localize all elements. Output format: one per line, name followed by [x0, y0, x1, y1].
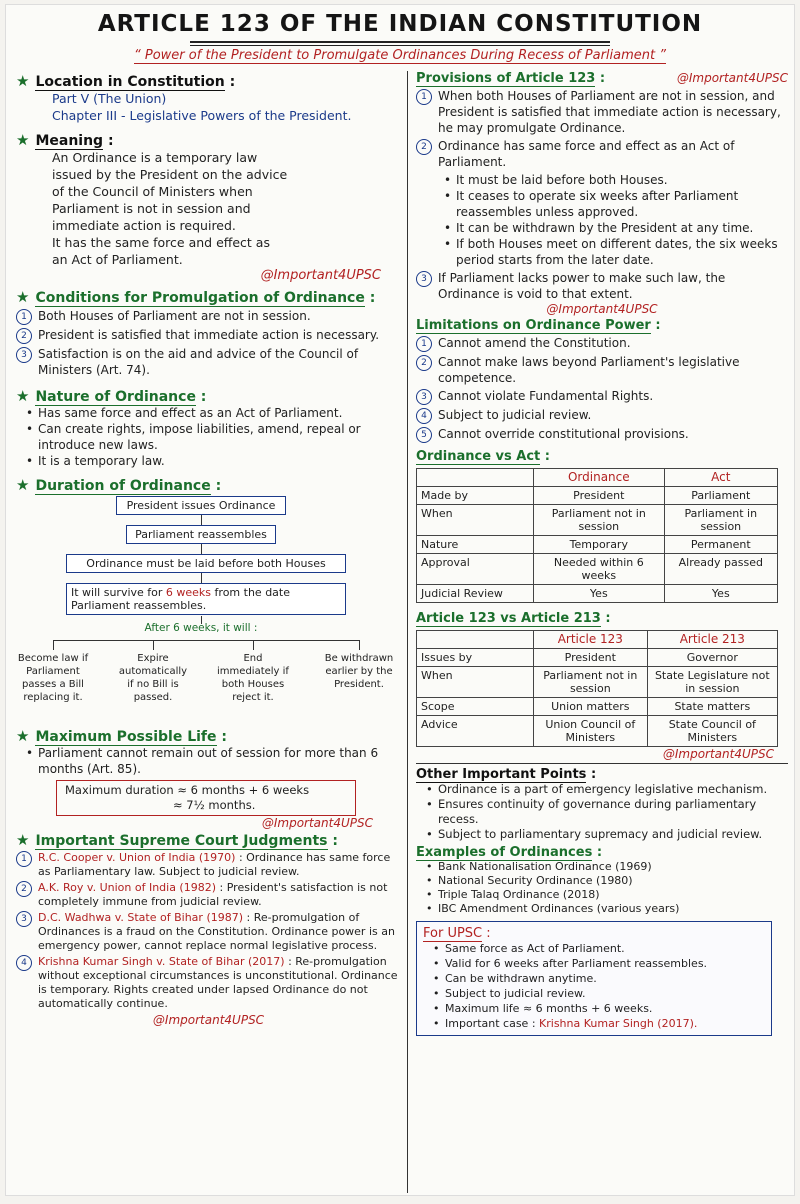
maxlife-heading: Maximum Possible Life [35, 729, 217, 745]
for-upsc-heading: For UPSC [423, 926, 483, 941]
article-comparison-table [416, 630, 778, 747]
watermark-text: @Important4UPSC [152, 1013, 265, 1027]
maxlife-box: Maximum duration ≈ 6 months + 6 weeks ≈ 7½ months. [56, 780, 356, 816]
flow-outcome: End immediately if both Houses reject it. [217, 653, 289, 703]
judgment-item: 3 D.C. Wadhwa v. State of Bihar (1987) : Re-promulgation of Ordinances is a fraud on the Constitution. Ordinance power is an emergency power, cannot replace normal legislative process. [16, 911, 401, 953]
location-line: Chapter III - Legislative Powers of the President. [52, 108, 352, 123]
meaning-line: immediate action is required. [52, 218, 236, 233]
ord-vs-act-heading: Ordinance vs Act [416, 449, 541, 464]
table-row: Scope Union matters State matters [417, 698, 778, 716]
list-item: 1 When both Houses of Parliament are not in session, and President is satisfied that immediate action is necessary, he may promulgate Ordinance. [416, 88, 788, 136]
list-item: • It ceases to operate six weeks after Parliament reassembles unless approved. [456, 188, 788, 220]
flow-branch-line [53, 640, 359, 641]
meaning-line: An Ordinance is a temporary law [52, 150, 258, 165]
star-icon: ★ [16, 387, 30, 405]
table-header-row: Ordinance Act [417, 469, 778, 487]
star-icon: ★ [16, 727, 30, 745]
table-row: Approval Needed within 6 weeks Already passed [417, 554, 778, 585]
flow-arrow [359, 640, 360, 650]
judgment-item: 2 A.K. Roy v. Union of India (1982) : President's satisfaction is not completely immune from judicial review. [16, 881, 401, 909]
article-comparison-section: Article 123 vs Article 213 : Article 123 Article 213 Issues by President Governor When Parliament not in session State Legislature not in session Scope Union matters State matters Advice Union Council of Ministers State Council of Ministers @Important4UPSC [416, 611, 788, 761]
list-item: • Same force as Act of Parliament. [445, 941, 765, 956]
watermark-text: @Important4UPSC [676, 71, 788, 85]
conditions-heading: Conditions for Promulgation of Ordinance [35, 290, 365, 306]
flow-step: President issues Ordinance [116, 496, 286, 515]
duration-flowchart [16, 494, 401, 734]
list-item: 3 If Parliament lacks power to make such law, the Ordinance is void to that extent. [416, 270, 788, 302]
examples-heading: Examples of Ordinances [416, 845, 593, 860]
provisions-section: Provisions of Article 123 : @Important4UPSC 1 When both Houses of Parliament are not in session, and President is satisfied that immediate action is necessary, he may promulgate Ordinance. 2 Ordinance has same force and effect as an Act of Parliament. • It must be laid before both Houses. • It ceases to operate six weeks after Parliament reassembles unless approved. • It can be withdrawn by the President at any time. • If both Houses meet on different dates, the six weeks period starts from the later date. 3 If Parliament lacks power to make such law, the Ordinance is void to that extent. @Important4UPSC [416, 71, 788, 316]
page-subtitle: “ Power of the President to Promulgate Ordinances During Recess of Parliament ” [134, 48, 666, 63]
list-item: 2 Cannot make laws beyond Parliament's legislative competence. [416, 354, 788, 386]
list-item: • It can be withdrawn by the President at any time. [456, 220, 788, 236]
star-icon: ★ [16, 831, 30, 849]
flow-arrow [201, 544, 202, 554]
table-row: Advice Union Council of Ministers State Council of Ministers [417, 716, 778, 747]
judgments-heading: Important Supreme Court Judgments [35, 833, 328, 849]
other-heading: Other Important Points [416, 767, 587, 782]
list-item: • Bank Nationalisation Ordinance (1969) [438, 860, 788, 874]
table-row: Judicial Review Yes Yes [417, 585, 778, 603]
list-item: • Has same force and effect as an Act of Parliament. [38, 405, 401, 421]
nature-section: ★ Nature of Ordinance : • Has same force and effect as an Act of Parliament. • Can create rights, impose liabilities, amend, repeal or introduce new laws. • It is a temporary law. [16, 386, 401, 469]
location-heading: Location in Constitution [35, 74, 225, 90]
table-row: When Parliament not in session State Legislature not in session [417, 667, 778, 698]
location-section: ★ Location in Constitution : Part V (The Union) Chapter III - Legislative Powers of the President. [16, 71, 401, 124]
location-line: Part V (The Union) [52, 91, 167, 106]
left-column [16, 71, 401, 1027]
provisions-heading: Provisions of Article 123 [416, 71, 596, 86]
ordinance-vs-act-table [416, 468, 778, 603]
list-item: 2 President is satisfied that immediate action is necessary. [16, 327, 401, 344]
ordinance-vs-act-section: Ordinance vs Act : Ordinance Act Made by President Parliament When Parliament not in session Parliament in session Nature Temporary Permanent Approval Needed within 6 weeks Already passed Judicial Review Yes Yes [416, 449, 788, 603]
star-icon: ★ [16, 72, 30, 90]
title-underline [190, 41, 610, 43]
flow-outcome: Become law if Parliament passes a Bill replacing it. [17, 653, 89, 703]
list-item: • Triple Talaq Ordinance (2018) [438, 888, 788, 902]
list-item: • Can be withdrawn anytime. [445, 971, 765, 986]
flow-arrow [201, 515, 202, 525]
meaning-line: Parliament is not in session and [52, 201, 251, 216]
table-header-row: Article 123 Article 213 [417, 631, 778, 649]
list-item: • Parliament cannot remain out of session for more than 6 months (Art. 85). [38, 745, 401, 777]
duration-heading: Duration of Ordinance [35, 478, 211, 494]
flow-outcome: Be withdrawn earlier by the President. [324, 653, 394, 690]
table-row: Made by President Parliament [417, 487, 778, 505]
flow-step: Parliament reassembles [126, 525, 276, 544]
watermark-text: @Important4UPSC [260, 268, 381, 283]
meaning-line: an Act of Parliament. [52, 252, 183, 267]
flow-arrow [253, 640, 254, 650]
judgments-section: ★ Important Supreme Court Judgments : 1 R.C. Cooper v. Union of India (1970) : Ordinance has same force as Parliamentary law. Subject to judicial review. 2 A.K. Roy v. Union of India (1982) : President's satisfaction is not completely immune from judicial review. 3 D.C. Wadhwa v. State of Bihar (1987) : Re-promulgation of Ordinances is a fraud on the Constitution. Ordinance power is an emergency power, cannot replace normal legislative process. 4 Krishna Kumar Singh v. State of Bihar (2017) : Re-promulgation without exceptional circumstances is unconstitutional. Ordinance is temporary. Rights created under lapsed Ordinance do not automatically continue. @Important4UPSC [16, 830, 401, 1027]
list-item: 3 Cannot violate Fundamental Rights. [416, 388, 788, 405]
flow-step: It will survive for 6 weeks from the date Parliament reassembles. [66, 583, 346, 615]
flow-arrow [53, 640, 54, 650]
page-title: ARTICLE 123 OF THE INDIAN CONSTITUTION [97, 11, 703, 37]
flow-caption: After 6 weeks, it will : [144, 622, 258, 634]
list-item: • Maximum life ≈ 6 months + 6 weeks. [445, 1001, 765, 1016]
maxlife-section: ★ Maximum Possible Life : • Parliament cannot remain out of session for more than 6 months (Art. 85). Maximum duration ≈ 6 months + 6 weeks ≈ 7½ months. @Important4UPSC [16, 726, 401, 830]
column-divider [407, 71, 408, 1193]
meaning-line: of the Council of Ministers when [52, 184, 253, 199]
list-item: 2 Ordinance has same force and effect as an Act of Parliament. [416, 138, 788, 170]
judgment-item: 1 R.C. Cooper v. Union of India (1970) : Ordinance has same force as Parliamentary law. Subject to judicial review. [16, 851, 401, 879]
list-item: • Valid for 6 weeks after Parliament reassembles. [445, 956, 765, 971]
list-item: • Ordinance is a part of emergency legislative mechanism. [438, 782, 788, 797]
art-vs-art-heading: Article 123 vs Article 213 [416, 611, 601, 626]
star-icon: ★ [16, 131, 30, 149]
list-item: 5 Cannot override constitutional provisions. [416, 426, 788, 443]
for-upsc-box: For UPSC : • Same force as Act of Parliament. • Valid for 6 weeks after Parliament reassembles. • Can be withdrawn anytime. • Subject to judicial review. • Maximum life ≈ 6 months + 6 weeks. • Important case : Krishna Kumar Singh (2017). [416, 921, 772, 1036]
meaning-section: ★ Meaning : An Ordinance is a temporary law issued by the President on the advice of the Council of Ministers when Parliament is not in session and immediate action is required. It has the same force and effect as an Act of Parliament. @Important4UPSC [16, 130, 401, 283]
meaning-heading: Meaning [35, 133, 104, 149]
list-item: 1 Both Houses of Parliament are not in session. [16, 308, 401, 325]
list-item: • Important case : Krishna Kumar Singh (2017). [445, 1016, 765, 1031]
star-icon: ★ [16, 476, 30, 494]
list-item: • Can create rights, impose liabilities, amend, repeal or introduce new laws. [38, 421, 401, 453]
list-item: 4 Subject to judicial review. [416, 407, 788, 424]
list-item: 1 Cannot amend the Constitution. [416, 335, 788, 352]
list-item: • Subject to parliamentary supremacy and judicial review. [438, 827, 788, 842]
limitations-heading: Limitations on Ordinance Power [416, 318, 651, 333]
flow-outcome: Expire automatically if no Bill is passed. [118, 653, 188, 703]
list-item: 3 Satisfaction is on the aid and advice of the Council of Ministers (Art. 74). [16, 346, 401, 378]
title-underline-thin [190, 45, 610, 46]
watermark-text: @Important4UPSC [261, 816, 373, 830]
watermark-text: @Important4UPSC [662, 747, 774, 761]
judgment-item: 4 Krishna Kumar Singh v. State of Bihar (2017) : Re-promulgation without exceptional circumstances is unconstitutional. Ordinance is temporary. Rights created under lapsed Ordinance do not automatically continue. [16, 955, 401, 1011]
list-item: • Subject to judicial review. [445, 986, 765, 1001]
star-icon: ★ [16, 288, 30, 306]
duration-section: ★ Duration of Ordinance : President issues Ordinance Parliament reassembles Ordinance must be laid before both Houses It will survive for 6 weeks from the date Parliament reassembles. After 6 weeks, it will : Become law if Parliament passes a Bill replacing it. Expire automatically if no Bill is passed. End immediately if both Houses reject it. Be withdrawn earlier by the President. [16, 475, 401, 734]
list-item: • IBC Amendment Ordinances (various years) [438, 902, 788, 916]
other-points-section: Other Important Points : • Ordinance is a part of emergency legislative mechanism. • Ensures continuity of governance during parliamentary recess. • Subject to parliamentary supremacy and judicial review. [416, 763, 788, 842]
list-item: • National Security Ordinance (1980) [438, 874, 788, 888]
right-column [416, 71, 788, 1036]
conditions-section: ★ Conditions for Promulgation of Ordinance : 1 Both Houses of Parliament are not in session. 2 President is satisfied that immediate action is necessary. 3 Satisfaction is on the aid and advice of the Council of Ministers (Art. 74). [16, 287, 401, 378]
table-row: Issues by President Governor [417, 649, 778, 667]
flow-arrow [201, 573, 202, 583]
meaning-line: issued by the President on the advice [52, 167, 288, 182]
list-item: • It is a temporary law. [38, 453, 401, 469]
flow-step: Ordinance must be laid before both Houses [66, 554, 346, 573]
meaning-line: It has the same force and effect as [52, 235, 270, 250]
notes-page [5, 4, 795, 1196]
nature-heading: Nature of Ordinance [35, 389, 196, 405]
flow-arrow [153, 640, 154, 650]
examples-section: Examples of Ordinances : • Bank Nationalisation Ordinance (1969) • National Security Ordinance (1980) • Triple Talaq Ordinance (2018) • IBC Amendment Ordinances (various years) [416, 845, 788, 916]
list-item: • If both Houses meet on different dates, the six weeks period starts from the later date. [456, 236, 788, 268]
limitations-section: Limitations on Ordinance Power : 1 Cannot amend the Constitution. 2 Cannot make laws beyond Parliament's legislative competence. 3 Cannot violate Fundamental Rights. 4 Subject to judicial review. 5 Cannot override constitutional provisions. [416, 318, 788, 443]
table-row: Nature Temporary Permanent [417, 536, 778, 554]
table-row: When Parliament not in session Parliament in session [417, 505, 778, 536]
watermark-text: @Important4UPSC [546, 302, 658, 316]
list-item: • Ensures continuity of governance during parliamentary recess. [438, 797, 788, 827]
list-item: • It must be laid before both Houses. [456, 172, 788, 188]
